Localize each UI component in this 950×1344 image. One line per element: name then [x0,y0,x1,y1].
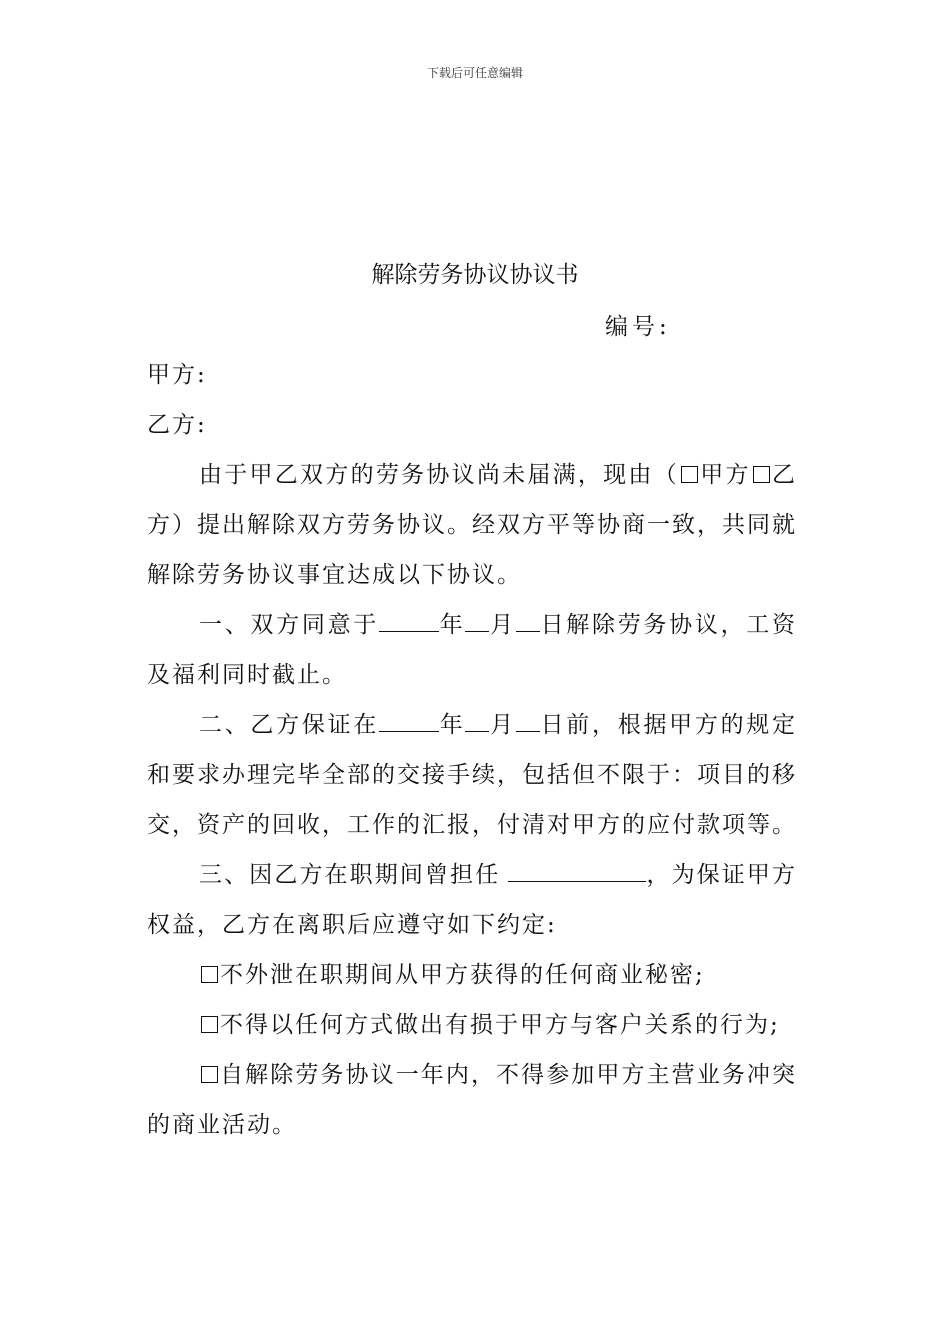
clause-1-month-label: 月 [489,612,516,638]
clause-2-prefix: 二、乙方保证在 [199,712,379,738]
clause-1-year-label: 年 [439,612,466,638]
intro-option-party-a: 甲方 [699,462,751,488]
checkbox-item-text: 自解除劳务协议一年内，不得参加甲方主营业务冲突的商业活动。 [147,1062,797,1138]
clause-2-year-label: 年 [439,712,466,738]
party-b-label: 乙方: [147,412,207,438]
clause-3-prefix: 三、因乙方在职期间曾担任 [199,862,501,888]
intro-paragraph [147,450,797,600]
clause-1-day-blank[interactable] [516,611,540,632]
clause-3-position-blank[interactable] [508,861,646,882]
clause-2-day-blank[interactable] [516,711,540,732]
clause-1-year-blank[interactable] [379,611,439,632]
checkbox-no-client-harm[interactable] [201,1016,218,1033]
clause-1-month-blank[interactable] [465,611,489,632]
checkbox-item [147,1000,797,1050]
checkbox-item-text: 不外泄在职期间从甲方获得的任何商业秘密; [220,962,705,988]
clause-1 [147,600,797,700]
checkbox-party-b[interactable] [753,466,770,483]
checkbox-party-a[interactable] [681,466,698,483]
header-note: 下载后可任意编辑 [426,66,523,80]
checkbox-no-disclosure[interactable] [201,966,218,983]
clause-1-prefix: 一、双方同意于 [199,612,379,638]
document-number-label: 编号: [605,314,671,340]
clause-2 [147,700,797,850]
clause-2-month-label: 月 [489,712,516,738]
clause-2-suffix: 日前，根据甲方的规定和要求办理完毕全部的交接手续，包括但不限于：项目的移交，资产的回收，工作的汇报，付清对甲方的应付款项等。 [147,712,798,838]
document-title: 解除劳务协议协议书 [371,262,579,288]
checkbox-item [147,1050,797,1150]
checkbox-item-text: 不得以任何方式做出有损于甲方与客户关系的行为; [220,1012,780,1038]
intro-text-part1: 由于甲乙双方的劳务协议尚未届满，现由（ [199,462,679,488]
clause-3 [147,850,797,950]
agreement-body [147,350,797,1150]
clause-2-month-blank[interactable] [465,711,489,732]
party-a-label: 甲方: [147,362,207,388]
checkbox-non-compete[interactable] [201,1066,218,1083]
checkbox-item [147,950,797,1000]
clause-2-year-blank[interactable] [379,711,439,732]
clause-1-suffix: 日解除劳务协议，工资及福利同时截止。 [147,612,798,688]
intro-text-part2: 乙方）提出解除双方劳务协议。经双方平等协商一致，共同就解除劳务协议事宜达成以下协议。 [147,462,798,588]
clause-3-suffix: ，为保证甲方权益，乙方在离职后应遵守如下约定: [147,862,798,938]
